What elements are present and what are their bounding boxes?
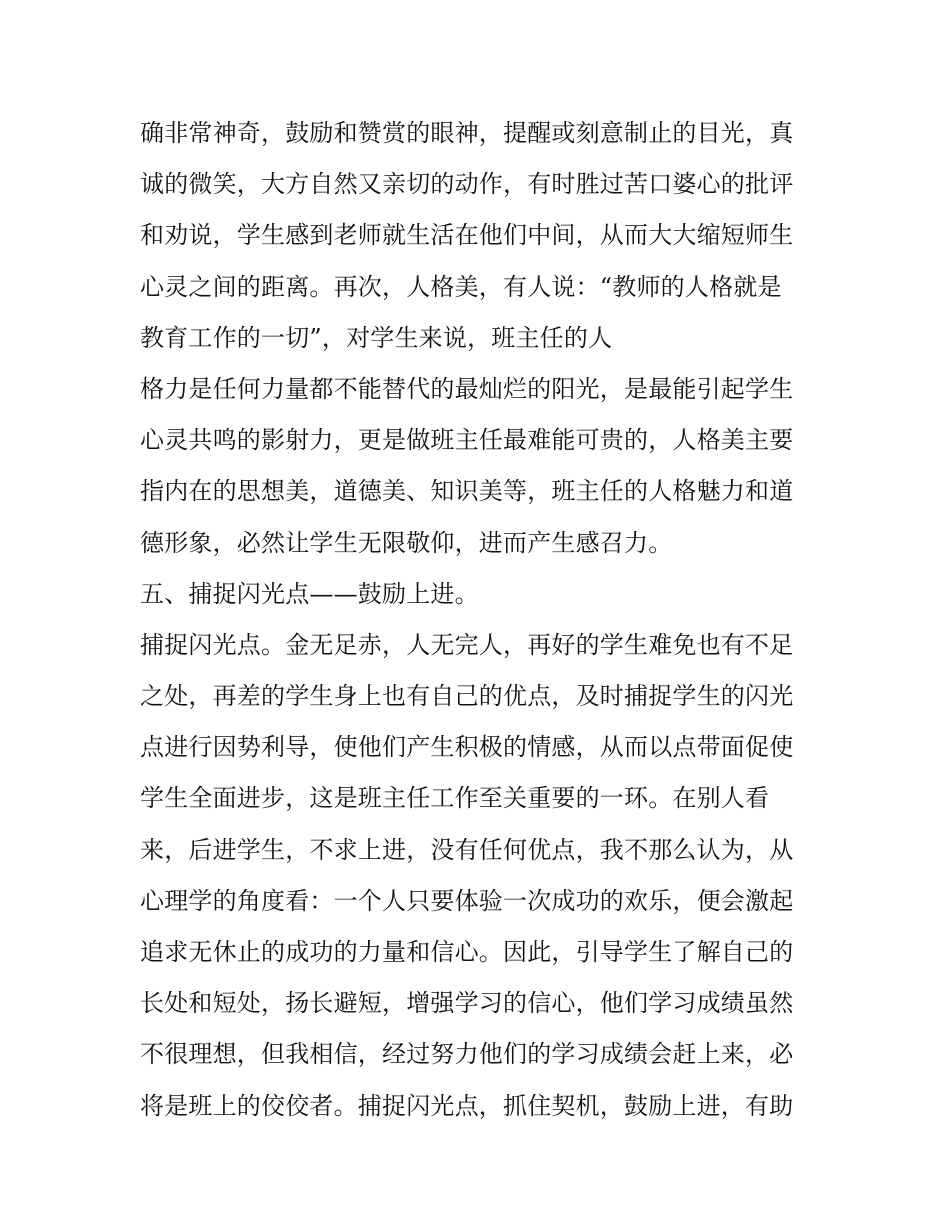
text-line: 和劝说，学生感到老师就生活在他们中间，从而大大缩短师生 [140,221,794,250]
text-line: 学生全面进步，这是班主任工作至关重要的一环。在别人看 [140,784,770,813]
text-line: 心灵共鸣的影射力，更是做班主任最难能可贵的，人格美主要 [140,426,794,455]
text-line: 不很理想，但我相信，经过努力他们的学习成绩会赶上来，必 [140,1040,794,1069]
text-line: 教育工作的一切”，对学生来说，班主任的人 [140,323,613,352]
text-line: 点进行因势利导，使他们产生积极的情感，从而以点带面促使 [140,733,794,762]
text-line: 德形象，必然让学生无限敬仰，进而产生感召力。 [140,528,673,557]
text-line: 将是班上的佼佼者。捕捉闪光点，抓住契机，鼓励上进，有助 [140,1091,794,1120]
document-body [140,108,820,1132]
text-line: 指内在的思想美，道德美、知识美等，班主任的人格魅力和道 [140,477,794,506]
text-line: 之处，再差的学生身上也有自己的优点，及时捕捉学生的闪光 [140,682,794,711]
text-line: 捕捉闪光点。金无足赤，人无完人，再好的学生难免也有不足 [140,630,794,659]
text-line: 心灵之间的距离。再次，人格美，有人说：“教师的人格就是 [140,272,782,301]
text-line: 诚的微笑，大方自然又亲切的动作，有时胜过苦口婆心的批评 [140,170,794,199]
text-line: 心理学的角度看：一个人只要体验一次成功的欢乐，便会激起 [140,886,794,915]
text-line: 来，后进学生，不求上进，没有任何优点，我不那么认为，从 [140,835,794,864]
text-line: 长处和短处，扬长避短，增强学习的信心，他们学习成绩虽然 [140,989,794,1018]
section-heading: 五、捕捉闪光点——鼓励上进。 [140,579,479,608]
text-line: 追求无休止的成功的力量和信心。因此，引导学生了解自己的 [140,938,794,966]
text-line: 格力是任何力量都不能替代的最灿烂的阳光，是最能引起学生 [140,374,794,403]
text-line: 确非常神奇，鼓励和赞赏的眼神，提醒或刻意制止的目光，真 [140,119,794,147]
